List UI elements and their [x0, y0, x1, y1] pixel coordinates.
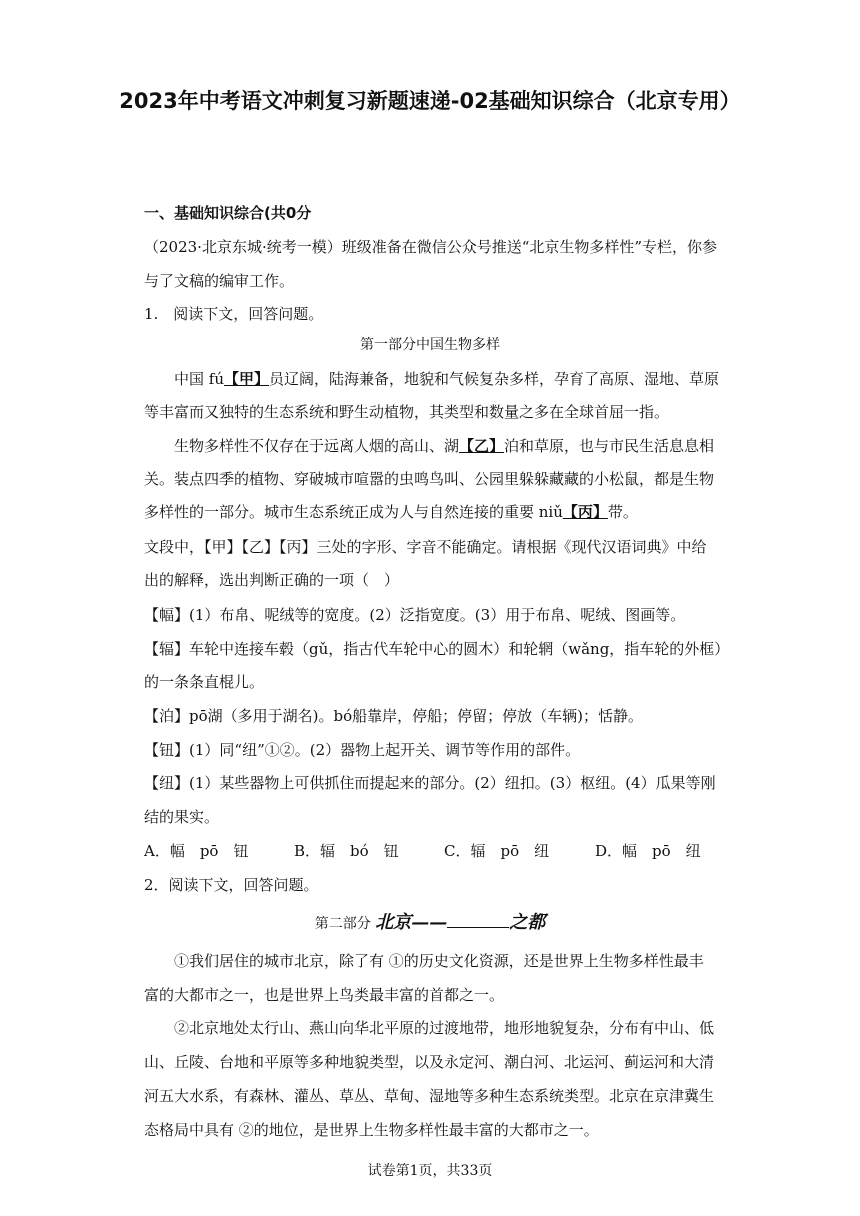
- dict-entry-po: 【泊】pō湖（多用于湖名)。bó船靠岸，停船；停留；停放（车辆)；恬静。: [144, 707, 643, 725]
- passage-2-para-2-line-3: 河五大水系，有森林、灌丛、草丛、草甸、湿地等多种生态系统类型。北京在京津冀生: [144, 1087, 715, 1105]
- question-1-prompt-line-1: 文段中，【甲】【乙】【丙】三处的字形、字音不能确定。请根据《现代汉语词典》中给: [144, 538, 707, 556]
- section-heading: 一、基础知识综合(共0分: [144, 204, 312, 222]
- passage-2-para-1-line-2: 富的大都市之一，也是世界上鸟类最丰富的首都之一。: [144, 986, 505, 1004]
- passage-2-para-2-line-4: 态格局中具有 ②的地位，是世界上生物多样性最丰富的大都市之一。: [144, 1121, 599, 1139]
- question-1-prompt-line-2: 出的解释，选出判断正确的一项（ ）: [144, 571, 400, 589]
- passage-1-para-2-line-2: 关。装点四季的植物、穿破城市喧嚣的虫鸣鸟叫、公园里躲躲藏藏的小松鼠，都是生物: [144, 470, 715, 488]
- page-title: 2023年中考语文冲刺复习新题速递-02基础知识综合（北京专用）: [119, 89, 741, 113]
- dict-entry-niu2-line-1: 【纽】(1）某些器物上可供抓住而提起来的部分。(2）纽扣。(3）枢纽。(4）瓜果等刚: [144, 774, 716, 792]
- text-span: 带。: [607, 503, 638, 521]
- blank-marker-jia: 【甲】: [223, 370, 269, 388]
- dict-entry-fu: 【幅】(1）布帛、呢绒等的宽度。(2）泛指宽度。(3）用于布帛、呢绒、图画等。: [144, 606, 686, 624]
- dict-entry-niu2-line-2: 结的果实。: [144, 808, 220, 826]
- question-1-stem: 1. 阅读下文，回答问题。: [144, 305, 324, 323]
- option-b[interactable]: B．辐 bó 钮: [294, 842, 399, 860]
- text-span: 员辽阔，陆海兼备，地貌和气候复杂多样，孕育了高原、湿地、草原: [269, 370, 720, 388]
- intro-line-1: （2023·北京东城·统考一模）班级准备在微信公众号推送“北京生物多样性”专栏，你参: [144, 238, 718, 256]
- option-a[interactable]: A．幅 pō 钮: [144, 842, 249, 860]
- blank-marker-yi: 【乙】: [459, 437, 505, 455]
- text-span: 泊和草原，也与市民生活息息相: [504, 437, 715, 455]
- part-2-label: 第二部分: [314, 916, 371, 932]
- option-c[interactable]: C．辐 pō 纽: [444, 842, 550, 860]
- text-span: 中国 fú: [174, 370, 224, 388]
- answer-blank: [447, 913, 509, 928]
- page-footer: 试卷第1页，共33页: [367, 1163, 493, 1179]
- dict-entry-niu1: 【钮】(1）同“纽”①②。(2）器物上起开关、调节等作用的部件。: [144, 741, 581, 759]
- passage-1-para-2-line-1: [174, 435, 714, 456]
- text-span: 多样性的一部分。城市生态系统正成为人与自然连接的重要 niǔ: [144, 503, 563, 521]
- intro-line-2: 与了文稿的编审工作。: [144, 272, 295, 290]
- part-1-title: 第一部分中国生物多样: [360, 337, 500, 353]
- dict-entry-fu2-line-2: 的一条条直棍儿。: [144, 673, 265, 691]
- passage-1-para-1-line-1: [174, 368, 719, 389]
- question-2-stem: 2．阅读下文，回答问题。: [144, 876, 319, 894]
- part-2-title: [144, 908, 716, 934]
- blank-marker-bing: 【丙】: [562, 503, 608, 521]
- passage-1-para-2-line-3: [144, 501, 638, 522]
- passage-2-para-2-line-1: ②北京地处太行山、燕山向华北平原的过渡地带，地形地貌复杂，分布有中山、低: [174, 1019, 715, 1037]
- dict-entry-fu2-line-1: 【辐】车轮中连接车毂（gǔ，指古代车轮中心的圆木）和轮辋（wǎng，指车轮的外框）: [144, 640, 730, 658]
- part-2-stylized-title-b: 之都: [509, 912, 546, 933]
- part-2-stylized-title-a: 北京——: [375, 912, 448, 933]
- text-span: 生物多样性不仅存在于远离人烟的高山、湖: [174, 437, 460, 455]
- passage-2-para-1-line-1: ①我们居住的城市北京，除了有 ①的历史文化资源，还是世界上生物多样性最丰: [174, 952, 704, 970]
- passage-2-para-2-line-2: 山、丘陵、台地和平原等多种地貌类型，以及永定河、潮白河、北运河、蓟运河和大清: [144, 1053, 715, 1071]
- option-d[interactable]: D．幅 pō 纽: [595, 842, 701, 860]
- passage-1-para-1-line-2: 等丰富而又独特的生态系统和野生动植物，其类型和数量之多在全球首屈一指。: [144, 403, 670, 421]
